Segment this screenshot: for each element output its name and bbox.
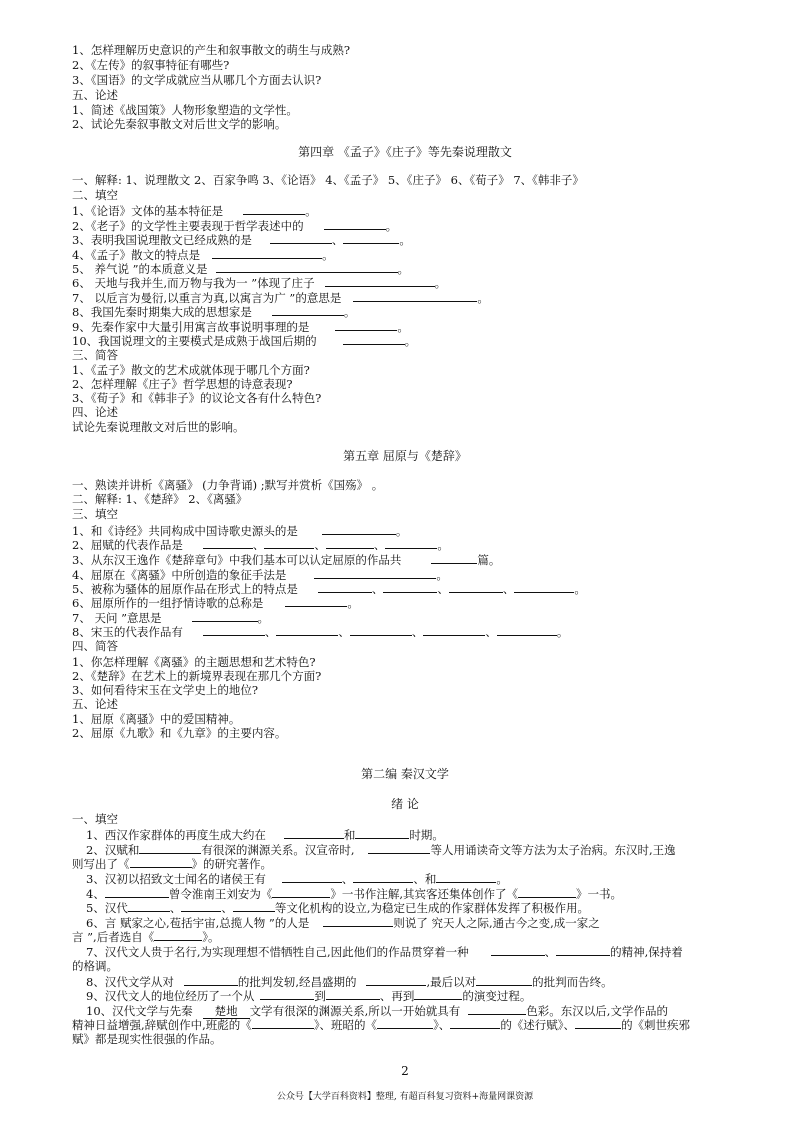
ch4-section-fill: 二、填空 <box>72 188 118 202</box>
ch5-section-short: 四、简答 <box>72 639 118 653</box>
part2-intro-title: 绪 论 <box>391 797 419 811</box>
ch5-fill-7: 7、 天问 ”意思是 。 <box>72 611 270 625</box>
part2-fill-10-cont: 精神日益增强,辞赋创作中,班彪的《 》、班昭的《 》、 的《述行赋》、 的《刺世疾邪 <box>72 1018 691 1032</box>
part2-fill-4: 4、 曾令淮南王刘安为《 》一书作注解,其宾客还集体创作了《 》一书。 <box>86 887 622 901</box>
ch5-essay-2: 2、屈原《九歌》和《九章》的主要内容。 <box>72 726 287 740</box>
part2-fill-10: 10、汉代文学与先秦 楚地 文学有很深的渊源关系,所以一开始就具有 色彩。东汉以后,文学作品的 <box>86 1004 668 1018</box>
ch4-fill-4: 4、《孟子》散文的特点是 。 <box>72 248 334 262</box>
ch5-fill-3: 3、从东汉王逸作《楚辞章句》中我们基本可以认定屈原的作品共 篇。 <box>72 553 501 567</box>
ch4-short-1: 1、《孟子》散文的艺术成就体现于哪几个方面? <box>72 363 310 377</box>
ch5-essay-1: 1、屈原《离骚》中的爱国精神。 <box>72 712 241 726</box>
ch3-section-essay: 五、论述 <box>72 88 118 102</box>
ch4-fill-7: 7、 以卮言为曼衍,以重言为真,以寓言为广 ”的意思是 。 <box>72 291 489 305</box>
filled-answer: 楚地 <box>203 1004 250 1019</box>
part2-fill-9: 9、汉代文人的地位经历了一个从 到 、再到 的演变过程。 <box>86 989 532 1003</box>
part2-fill-7-cont: 的格调。 <box>72 959 118 973</box>
footer-note: 公众号【大学百科资料】整理, 有超百科复习资料+海量网课资源 <box>276 1092 534 1102</box>
ch3-essay-2: 2、试论先秦叙事散文对后世文学的影响。 <box>72 117 287 131</box>
ch5-section-essay: 五、论述 <box>72 697 118 711</box>
ch5-fill-8: 8、宋玉的代表作品有 、 、 、 、 。 <box>72 625 569 639</box>
ch4-section-short: 三、简答 <box>72 348 118 362</box>
part2-fill-8: 8、汉代文学从对 的批判发轫,经昌盛期的 ,最后以对 的批判而告终。 <box>86 975 613 989</box>
ch3-question-1: 1、怎样理解历史意识的产生和叙事散文的萌生与成熟? <box>72 43 350 57</box>
ch5-fill-1: 1、和《诗经》共同构成中国诗歌史源头的是 。 <box>72 524 408 538</box>
ch4-fill-10: 10、我国说理文的主要模式是成熟于战国后期的 。 <box>72 334 417 348</box>
ch4-fill-1: 1、《论语》文体的基本特征是 。 <box>72 204 317 218</box>
ch4-fill-3: 3、表明我国说理散文已经成熟的是 、 。 <box>72 233 411 247</box>
ch5-fill-2: 2、屈赋的代表作品是 、 、 、 。 <box>72 538 449 552</box>
page-number: 2 <box>401 1064 409 1078</box>
ch5-short-3: 3、如何看待宋玉在文学史上的地位? <box>72 683 258 697</box>
ch4-fill-8: 8、我国先秦时期集大成的思想家是 。 <box>72 305 356 319</box>
ch4-fill-9: 9、先秦作家中大量引用寓言故事说明事理的是 。 <box>72 320 409 334</box>
ch4-title: 第四章 《孟子》《庄子》等先秦说理散文 <box>298 145 512 159</box>
ch4-essay-1: 试论先秦说理散文对后世的影响。 <box>72 420 245 434</box>
ch4-short-3: 3、《荀子》和《韩非子》的议论文各有什么特色? <box>72 391 322 405</box>
ch4-section-essay: 四、论述 <box>72 405 118 419</box>
part2-fill-6: 6、言 赋家之心,苞括宇宙,总揽人物 ”的人是 则说了 究天人之际,通古今之变,成一家之 <box>86 916 600 930</box>
part2-fill-5: 5、汉代 、 、 等文化机构的设立,为稳定已生成的作家群体发挥了积极作用。 <box>86 901 589 915</box>
ch3-question-3: 3、《国语》的文学成就应当从哪几个方面去认识? <box>72 73 322 87</box>
ch5-section-fill: 三、填空 <box>72 507 118 521</box>
part2-fill-2-cont: 则写出了《 》的研究著作。 <box>72 857 272 871</box>
part2-section-fill: 一、填空 <box>72 812 118 826</box>
part2-fill-2: 2、汉赋和 有很深的渊源关系。汉宣帝时, 等人用诵读奇文等方法为太子治病。东汉时,王逸 <box>86 843 676 857</box>
part2-fill-6-cont: 言 ”,后者选自《 》。 <box>72 930 220 944</box>
ch4-terms: 一、解释: 1、说理散文 2、百家争鸣 3、《论语》 4、《孟子》 5、《庄子》 6、《荀子》 7、《韩非子》 <box>72 173 584 187</box>
part2-fill-7: 7、汉代文人贵于名行,为实现理想不惜牺牲自己,因此他们的作品贯穿着一种 、 的精神,保持着 <box>86 945 683 959</box>
ch4-fill-2: 2、《老子》的文学性主要表现于哲学表述中的 。 <box>72 219 398 233</box>
ch4-fill-5: 5、 养气说 ”的本质意义是 。 <box>72 262 410 276</box>
ch5-read: 一、熟读并讲析《离骚》 (力争背诵) ;默写并赏析《国殇》 。 <box>72 478 384 492</box>
ch5-short-2: 2、《楚辞》在艺术上的新境界表现在那几个方面? <box>72 669 322 683</box>
ch5-title: 第五章 屈原与《楚辞》 <box>343 449 467 463</box>
ch3-question-2: 2、《左传》的叙事特征有哪些? <box>72 58 230 72</box>
ch4-fill-6: 6、 天地与我并生,而万物与我为一 ”体现了庄子 。 <box>72 276 447 290</box>
ch4-short-2: 2、怎样理解《庄子》哲学思想的诗意表现? <box>72 377 293 391</box>
ch5-fill-6: 6、屈原所作的一组抒情诗歌的总称是 。 <box>72 596 359 610</box>
part2-title: 第二编 秦汉文学 <box>361 767 449 781</box>
ch5-fill-4: 4、屈原在《离骚》中所创造的象征手法是 。 <box>72 568 448 582</box>
part2-fill-1: 1、西汉作家群体的再度生成大约在 和 时期。 <box>86 828 444 842</box>
part2-fill-3: 3、汉初以招致文士闻名的诸侯王有 、 、和 。 <box>86 872 508 886</box>
ch3-essay-1: 1、简述《战国策》人物形象塑造的文学性。 <box>72 103 298 117</box>
ch5-fill-5: 5、被称为骚体的屈原作品在形式上的特点是 、 、 、 。 <box>72 582 586 596</box>
ch5-short-1: 1、你怎样理解《离骚》的主题思想和艺术特色? <box>72 655 316 669</box>
ch5-terms: 二、解释: 1、《楚辞》 2、《离骚》 <box>72 492 248 506</box>
part2-fill-10-cont2: 赋》都是现实性很强的作品。 <box>72 1032 222 1046</box>
